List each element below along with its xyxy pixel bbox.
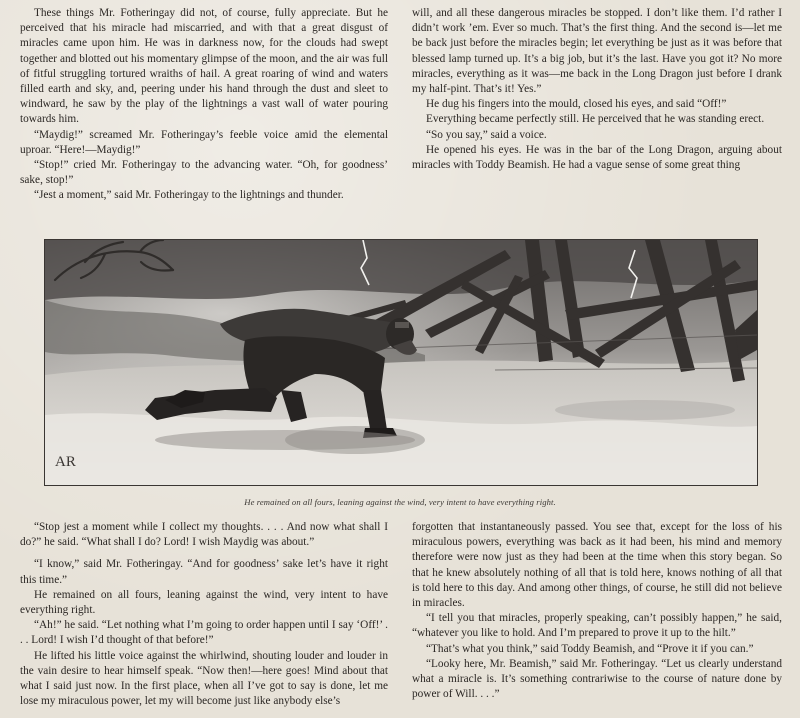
paragraph: will, and all these dangerous miracles be stopped. I don’t like them. I’d rather I didn’t work ’em. Ever so much. That’s the first thing. And the second is—let me be back just before the miracles begin; let everything be just as it was before that blessed lamp turned up. It’s a big job, but it’s the last. Have you got it? No more miracles, everything as it was—me back in the Long Dragon just before I drank my half-pint. That’s it! Yes.” xyxy=(412,7,782,96)
paragraph: “I know,” said Mr. Fotheringay. “And for goodness’ sake let’s have it right this time.” xyxy=(20,558,388,586)
storm-scene xyxy=(45,240,757,485)
text-column-top-right xyxy=(412,6,782,173)
text-column-bottom-left xyxy=(20,520,388,709)
paragraph: He opened his eyes. He was in the bar of the Long Dragon, arguing about miracles with Toddy Beamish. He had a vague sense of some great thing xyxy=(412,143,782,172)
artist-monogram: AR xyxy=(55,454,76,470)
paragraph: He remained on all fours, leaning against the wind, very intent to have everything right. xyxy=(20,588,388,617)
paragraph: He lifted his little voice against the whirlwind, shouting louder and louder in the vain desire to hear himself speak. “Now then!—here goes! Mind about that what I said just now. In the first place, when all I’ve got to say is done, let me lose my miraculous power, let my will become just like anybody else’s xyxy=(20,649,388,708)
paragraph: These things Mr. Fotheringay did not, of course, fully appreciate. But he perceived that his miracle had miscarried, and with that a great disgust of miracles came upon him. He was in darkness now, for the clouds had swept together and blotted out his momentary glimpse of the moon, and the air was full of fitful struggling tortured wraiths of hail. A great roaring of wind and waters filled earth and sky, and, peering under his hand through the dust and sleet to windward, he saw by the play of the lightnings a vast wall of water pouring towards him. xyxy=(20,7,388,126)
paragraph: “That’s what you think,” said Toddy Beamish, and “Prove it if you can.” xyxy=(426,642,754,655)
paragraph: “Ah!” he said. “Let nothing what I’m going to order happen until I say ‘Off!’ . . . Lord! I wish I’d thought of that before!” xyxy=(20,619,388,647)
text-column-top-left xyxy=(20,6,388,204)
paragraph: “Stop jest a moment while I collect my thoughts. . . . And now what shall I do?” he said. “What shall I do? Lord! I wish Maydig was about.” xyxy=(20,521,388,549)
paragraph: forgotten that instantaneously passed. You see that, except for the loss of his miraculous powers, everything was back as it had been, his mind and memory therefore were now just as they had been at the time when this story began. So that he knew absolutely nothing of all that is told here, knows nothing of all that is told here to this day. And among other things, of course, he still did not believe in miracles. xyxy=(412,521,782,610)
paragraph: “So you say,” said a voice. xyxy=(426,128,547,141)
paragraph: “Maydig!” screamed Mr. Fotheringay’s feeble voice amid the elemental uproar. “Here!—Maydig!” xyxy=(20,128,388,156)
illustration-caption: He remained on all fours, leaning against the wind, very intent to have everything right. xyxy=(244,497,556,507)
paragraph: “I tell you that miracles, properly speaking, can’t possibly happen,” he said, “whatever you like to hold. And I’m prepared to prove it up to the hilt.” xyxy=(412,612,782,640)
paragraph: “Stop!” cried Mr. Fotheringay to the advancing water. “Oh, for goodness’ sake, stop!” xyxy=(20,159,388,187)
illustration-engraving xyxy=(44,239,758,486)
paragraph: “Jest a moment,” said Mr. Fotheringay to the lightnings and thunder. xyxy=(34,189,344,202)
paragraph: “Looky here, Mr. Beamish,” said Mr. Fotheringay. “Let us clearly understand what a miracle is. It’s something contrariwise to the course of nature done by power of Will. . . .” xyxy=(412,657,782,701)
text-column-bottom-right xyxy=(412,520,782,702)
paragraph: Everything became perfectly still. He perceived that he was standing erect. xyxy=(426,113,765,126)
paragraph: He dug his fingers into the mould, closed his eyes, and said “Off!” xyxy=(426,98,727,111)
